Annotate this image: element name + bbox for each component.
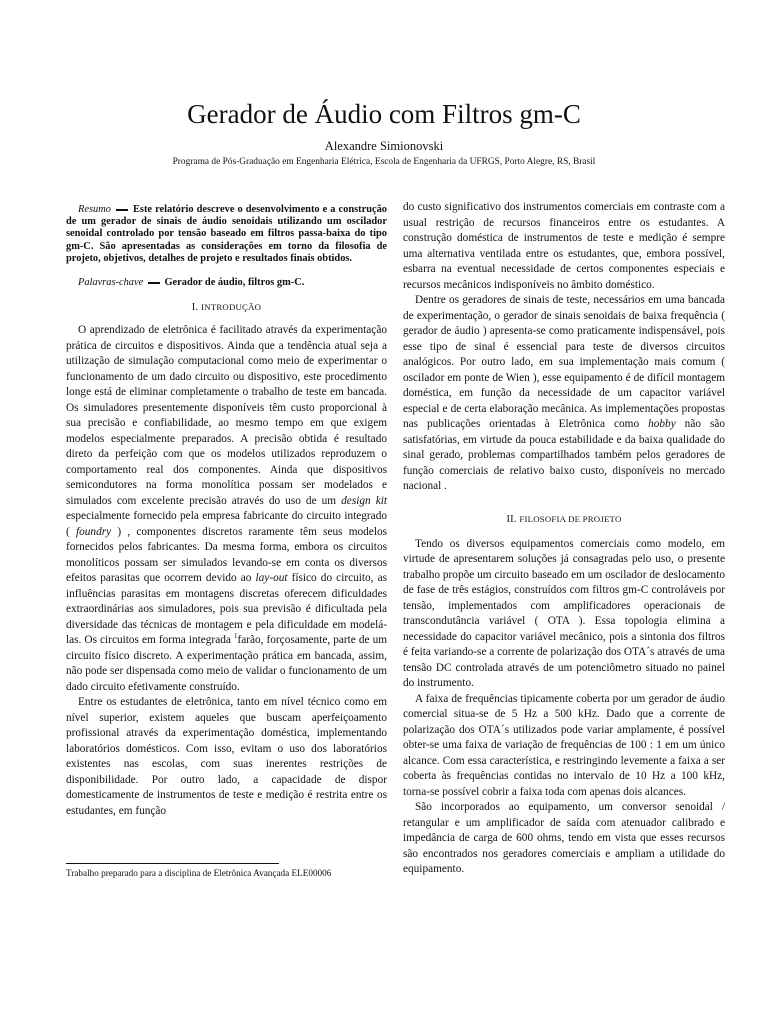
text-run: farão, forçosamente, parte de um circuito físico discreto. A experimentação prática em bancada, assim, não pode ser dispensada como meio de validar o funcionamento de um dado circuito efetivamente construído. (66, 634, 388, 693)
paragraph: Tendo os diversos equipamentos comerciais como modelo, em virtude de apresentarem soluções já consagradas pelo uso, o presente trabalho propõe um circuito baseado em um oscilador de deslocamento de fase de três estágios, construídos com filtros gm-C controláveis por tensão, implementados com amplificadores operacionais de transcondutância variável ( OTA ). Essa topologia elimina a necessidade do capacitor variável mecânico, pois a sintonia dos filtros é feita variando-se a corrente de polarização dos OTA´s através de uma tensão DC controlada através de um potenciômetro situado no painel do instrumento. (403, 537, 725, 689)
keywords (66, 277, 387, 289)
paragraph-continued: do custo significativo dos instrumentos comerciais em contraste com a usual restrição de recursos financeiros entre os estudantes. A construção doméstica de instrumentos de teste e medição é sempre uma alternativa ventilada entre os estudantes, que, embora possível, esbarra na eventual necessidade de certos componentes especiais e recursos mecânicos indisponíveis no âmbito doméstico. (403, 201, 725, 291)
paragraph: São incorporados ao equipamento, um conversor senoidal / retangular e um amplificador de saída com atenuador calibrado e impedância de carga de 600 ohms, tendo em vista que esses recursos são encontrados nos geradores comerciais e ampliam a utilidade do equipamento. (403, 801, 725, 875)
abstract-text: Este relatório descreve o desenvolvimento e a construção de um gerador de sinais de áudio senoidais utilizando um oscilador senoidal controlado por tensão baseado em filtros passa-baixa do tipo gm-C. São apresentadas as considerações em torno da filosofia de projeto, objetivos, detalhes de projeto e resultados finais obtidos. (66, 204, 387, 264)
text-run: ) , componentes discretos raramente têm seus modelos fornecidos pelos fabricantes. Da mesma forma, embora os circuitos monolíticos possam ser simulados levando-se em conta os diversos efeitos parasitas que ocorrem devido ao (66, 525, 388, 585)
abstract-label: Resumo (78, 204, 111, 215)
italic-term: design kit (341, 494, 387, 507)
footnote-rule (66, 863, 279, 864)
italic-term: lay-out (255, 572, 288, 585)
italic-term: hobby (648, 418, 676, 430)
em-dash (148, 282, 160, 284)
paragraph (66, 323, 387, 695)
left-column (66, 200, 387, 819)
text-run: físico do circuito, as influências parasitas em montagens discretas oferecem dificuldades extraordinárias aos simuladores, pois sua previsão é dificultada pela diversidade das técnicas de montagem e pela dificuldade em modelá-las. Os circuitos em forma integrada (66, 572, 387, 647)
keywords-label: Palavras-chave (78, 277, 144, 289)
keywords-text: Gerador de áudio, filtros gm-C. (164, 277, 305, 289)
text-run: Dentre os geradores de sinais de teste, necessários em uma bancada de experimentação, o gerador de sinais senoidais de baixa frequência ( gerador de áudio ) apresenta-se como praticamente indispensável, pois esse tipo de sinal é essencial para teste de diversos circuitos analógicos. Por outro lado, em sua implementação mais comum ( oscilador em ponte de Wien ), esse equipamento é de difícil montagem doméstica, em função da necessidade de um capacitor variável especial e de certa elaboração mecânica. As implementações propostas nas publicações orientadas à Eletrônica como (403, 294, 725, 430)
text-run: especialmente fornecido pela empresa fabricante do circuito integrado ( (66, 510, 387, 538)
abstract (66, 204, 387, 265)
italic-term: foundry (75, 525, 112, 538)
text-run: não são satisfatórias, em virtude da pouca estabilidade e da baixa qualidade do sinal gerado, problemas compartilhados também pelos geradores de função comerciais de relativo baixo custo, disponíveis no mercado nacional . (403, 418, 725, 492)
right-column (403, 200, 725, 878)
paragraph: A faixa de frequências tipicamente coberta por um gerador de áudio comercial situa-se de 5 Hz a 500 kHz. Dado que a corrente de polarização dos OTA´s utilizados pode variar amplamente, é possível obter-se uma faixa de variação de frequências de 100 : 1 em um único alcance. Com essa característica, e restringindo levemente a faixa a ser coberta às frequências contidas no intervalo de 10 Hz a 100 kHz, torna-se possível cobrir a faixa toda com apenas dois alcances. (403, 692, 725, 798)
author-name: Alexandre Simionovski (324, 139, 444, 153)
paragraph: Entre os estudantes de eletrônica, tanto em nível técnico como em nível superior, existem aqueles que buscam aperfeiçoamento profissional através da experimentação doméstica, implementando laboratórios domésticos. Com isso, evitam o uso dos laboratórios existentes nas escolas, com suas inerentes restrições de disponibilidade. Por outro lado, a capacidade de dispor domesticamente de instrumentos de teste e medição é restrita entre os estudantes, em função (66, 696, 387, 817)
footnote: Trabalho preparado para a disciplina de Eletrônica Avançada ELE00006 (66, 868, 332, 878)
section-heading-filosofia (403, 513, 725, 526)
section-title: INTRODUÇÃO (201, 302, 262, 313)
section-title: FILOSOFIA DE PROJETO (519, 513, 622, 524)
paragraph (403, 293, 725, 495)
section-number: II. (506, 513, 517, 525)
em-dash (116, 209, 128, 211)
section-heading-introduction (66, 301, 387, 314)
text-run: O aprendizado de eletrônica é facilitado através da experimentação prática de circuitos e dispositivos. Ainda que a tendência atual seja a utilização de simulação computacional como meio de experimentar o funcionamento de um dado circuito ou dispositivo, este procedimento longe está de eliminar completamente o trabalho de teste em bancada. Os simuladores presentemente disponíveis têm custo proporcional à sua precisão e confiabilidade, ao mesmo tempo em que exigem modelos especialmente preparados. A precisão obtida é resultado direto da perfeição com que os modelos utilizados reproduzem o comportamento real dos componentes. Ainda que dispositivos semicondutores na forma monolítica possam ser modelados e simulados com excelente precisão através do uso de um (66, 324, 387, 507)
author-affiliation: Programa de Pós-Graduação em Engenharia Elétrica, Escola de Engenharia da UFRGS, Porto Alegre, RS, Brasil (172, 157, 596, 167)
paper-title: Gerador de Áudio com Filtros gm-C (187, 99, 581, 129)
section-number: I. (191, 302, 199, 314)
footnote-marker: 1 (233, 632, 238, 641)
